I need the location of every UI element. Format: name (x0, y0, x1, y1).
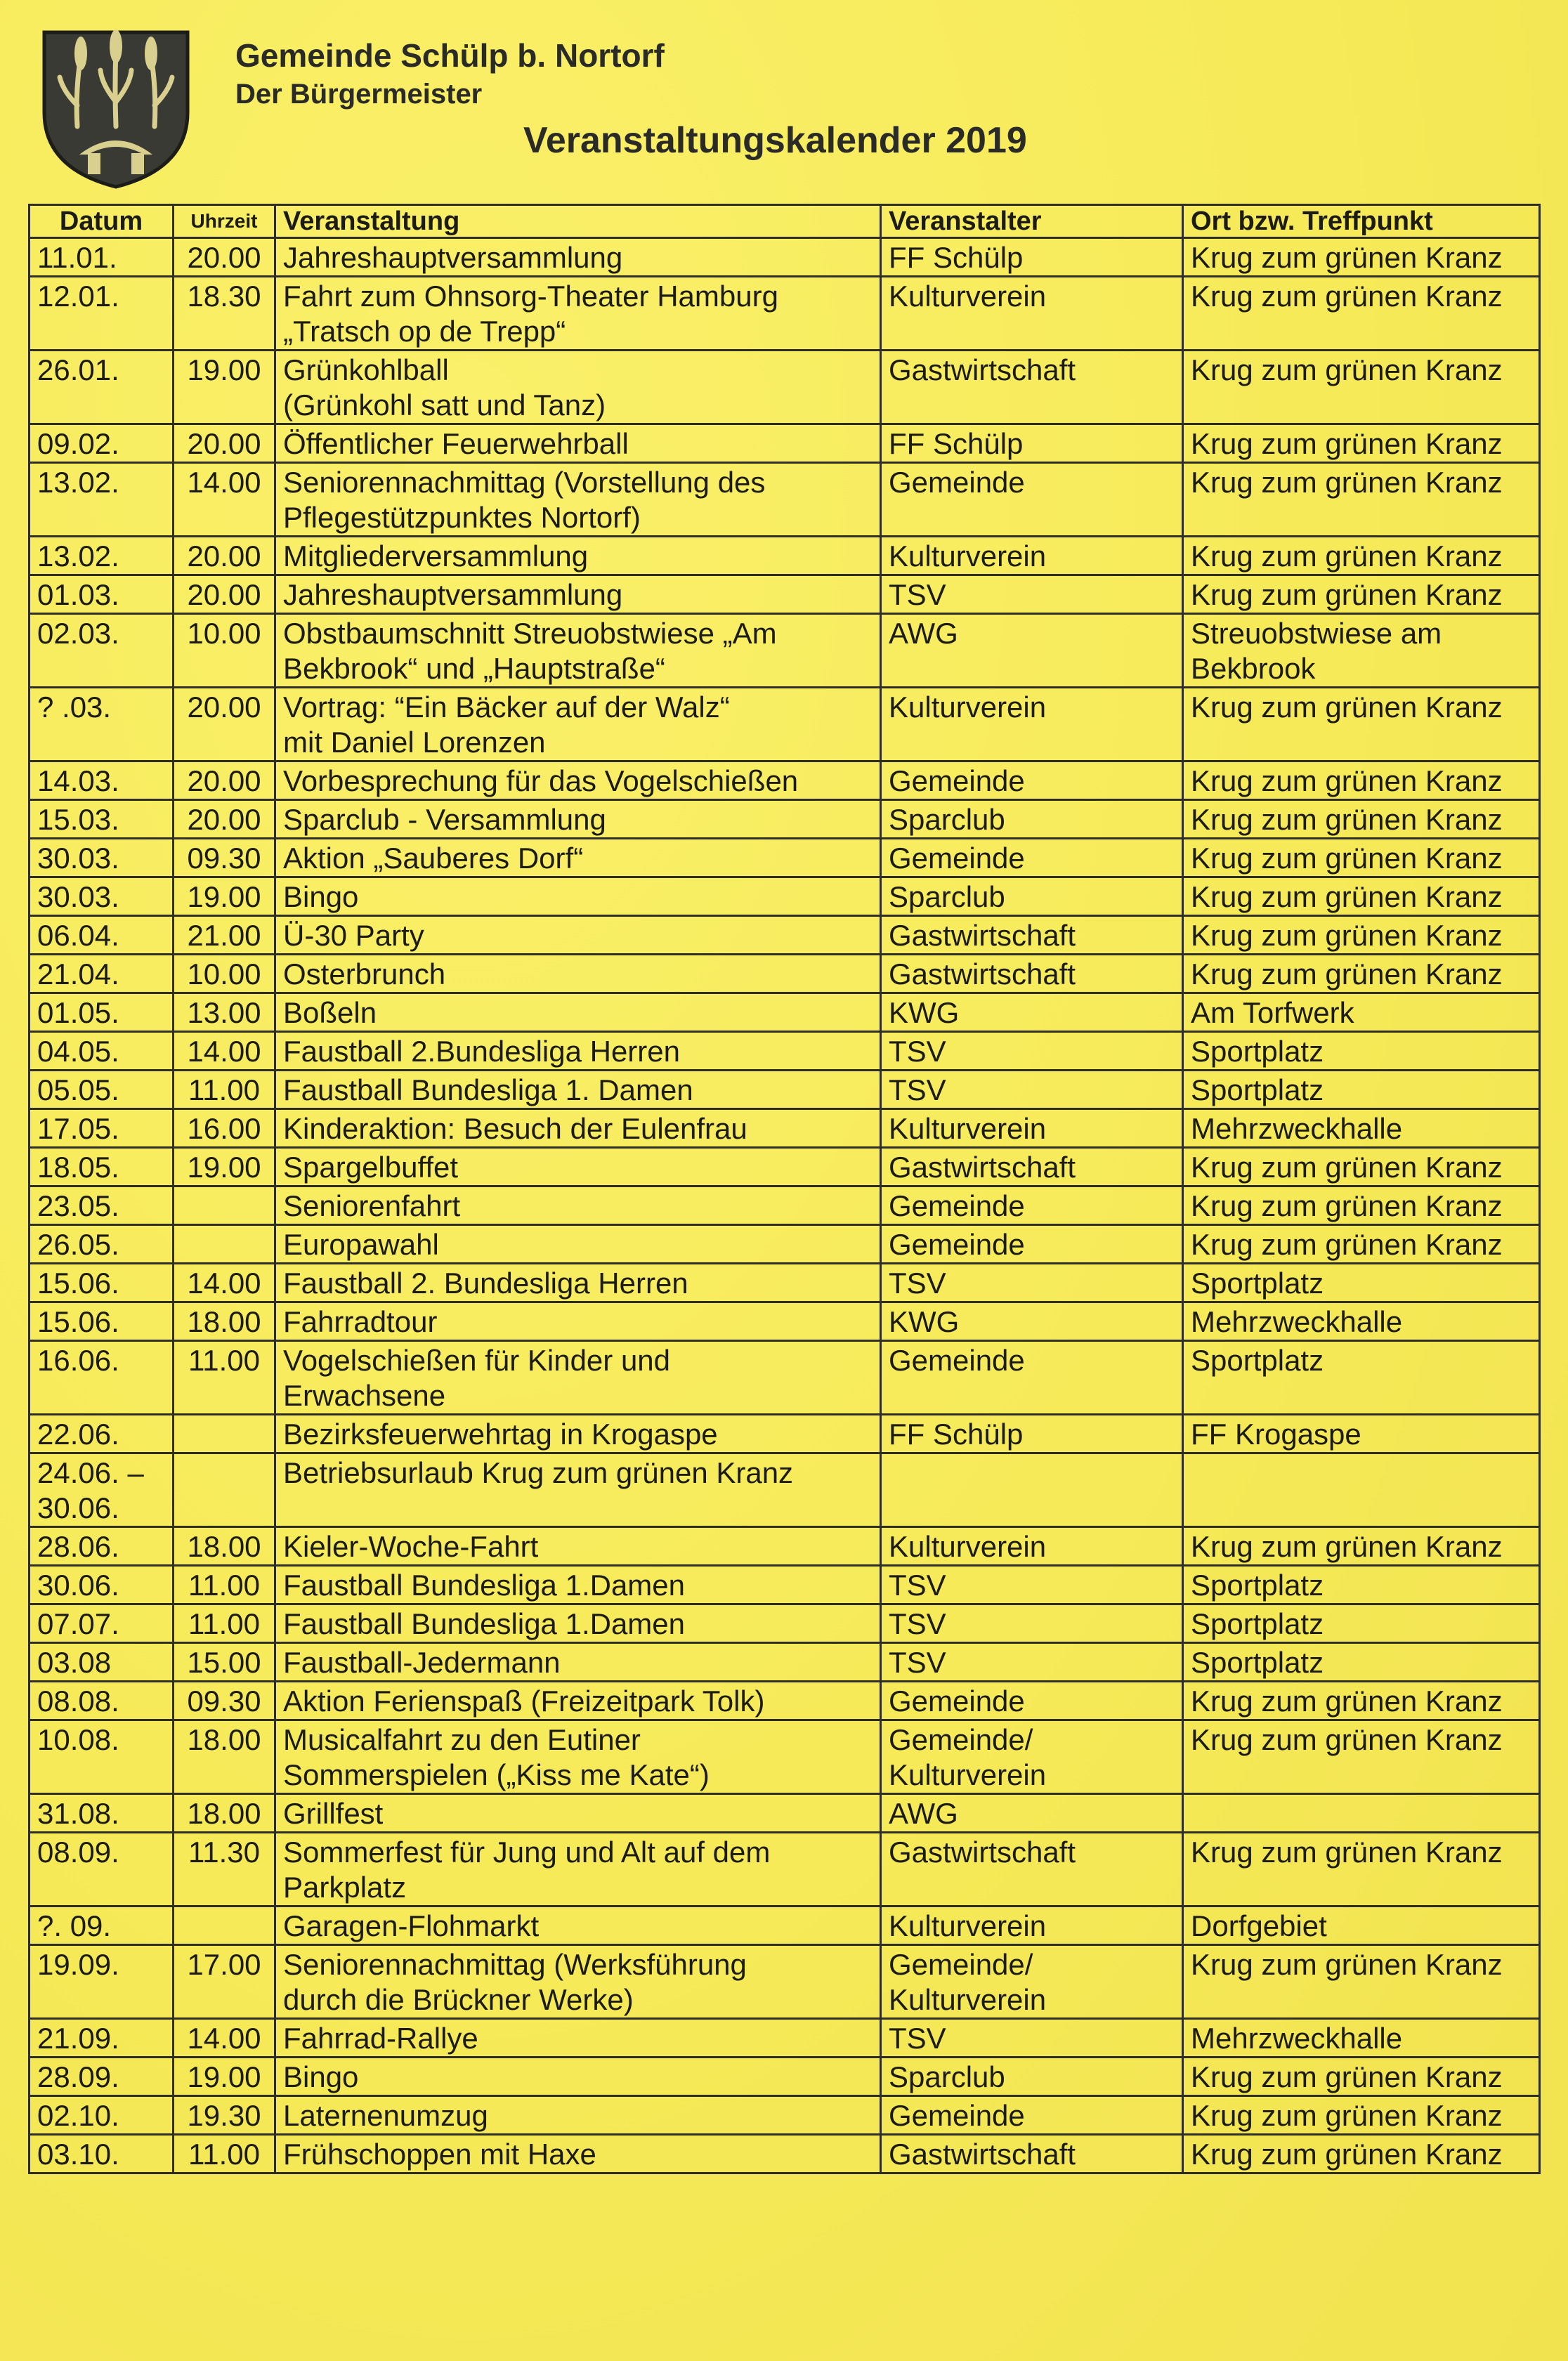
event-time-cell: 11.30 (174, 1833, 275, 1907)
event-name-cell: Öffentlicher Feuerwehrball (275, 424, 881, 463)
event-location-cell: Krug zum grünen Kranz (1183, 761, 1540, 800)
event-date-cell: 19.09. (30, 1945, 174, 2019)
table-row (30, 2019, 1540, 2058)
event-time-cell: 18.00 (174, 1527, 275, 1566)
event-name-cell: Faustball Bundesliga 1. Damen (275, 1071, 881, 1109)
table-row (30, 1453, 1540, 1527)
event-location-cell: Krug zum grünen Kranz (1183, 463, 1540, 537)
event-organizer-cell: Gemeinde (881, 1186, 1183, 1225)
event-name-cell: Aktion „Sauberes Dorf“ (275, 839, 881, 877)
event-time-cell: 20.00 (174, 688, 275, 761)
event-name-cell: Bezirksfeuerwehrtag in Krogaspe (275, 1415, 881, 1453)
event-time-cell (174, 1186, 275, 1225)
event-time-cell: 10.00 (174, 614, 275, 688)
event-time-cell: 14.00 (174, 463, 275, 537)
event-organizer-cell: TSV (881, 1566, 1183, 1604)
event-organizer-cell (881, 1453, 1183, 1527)
event-time-cell: 10.00 (174, 955, 275, 993)
column-header-event: Veranstaltung (275, 205, 881, 238)
event-organizer-cell: KWG (881, 1302, 1183, 1341)
event-date-cell: 13.02. (30, 463, 174, 537)
event-name-cell: Aktion Ferienspaß (Freizeitpark Tolk) (275, 1682, 881, 1720)
event-time-cell: 11.00 (174, 2135, 275, 2173)
table-row (30, 1225, 1540, 1264)
event-time-cell: 11.00 (174, 1604, 275, 1643)
table-row (30, 2135, 1540, 2173)
event-organizer-cell: FF Schülp (881, 238, 1183, 277)
event-organizer-cell: TSV (881, 575, 1183, 614)
event-time-cell: 19.00 (174, 351, 275, 424)
event-date-cell: 08.08. (30, 1682, 174, 1720)
event-date-cell: 05.05. (30, 1071, 174, 1109)
event-location-cell: Sportplatz (1183, 1341, 1540, 1415)
event-name-cell: Kinderaktion: Besuch der Eulenfrau (275, 1109, 881, 1148)
event-name-cell: Seniorenfahrt (275, 1186, 881, 1225)
event-date-cell: 10.08. (30, 1720, 174, 1794)
event-name-cell: Seniorennachmittag (Werksführung durch die Brückner Werke) (275, 1945, 881, 2019)
event-location-cell: Krug zum grünen Kranz (1183, 1682, 1540, 1720)
table-row (30, 614, 1540, 688)
table-row (30, 1682, 1540, 1720)
event-date-cell: ? .03. (30, 688, 174, 761)
event-time-cell (174, 1453, 275, 1527)
event-organizer-cell: Kulturverein (881, 1907, 1183, 1945)
table-row (30, 238, 1540, 277)
column-header-organizer: Veranstalter (881, 205, 1183, 238)
event-name-cell: Bingo (275, 877, 881, 916)
event-name-cell: Sparclub - Versammlung (275, 800, 881, 839)
event-organizer-cell: Gemeinde (881, 463, 1183, 537)
event-location-cell (1183, 1794, 1540, 1833)
event-name-cell: Mitgliederversammlung (275, 537, 881, 575)
event-location-cell: Mehrzweckhalle (1183, 1302, 1540, 1341)
event-location-cell: Krug zum grünen Kranz (1183, 277, 1540, 351)
event-time-cell (174, 1225, 275, 1264)
event-organizer-cell: Gemeinde (881, 1225, 1183, 1264)
event-organizer-cell: Gastwirtschaft (881, 916, 1183, 955)
event-time-cell: 20.00 (174, 575, 275, 614)
event-location-cell: Krug zum grünen Kranz (1183, 1148, 1540, 1186)
event-name-cell: Faustball 2.Bundesliga Herren (275, 1032, 881, 1071)
event-time-cell: 14.00 (174, 1264, 275, 1302)
event-location-cell: Krug zum grünen Kranz (1183, 1225, 1540, 1264)
event-organizer-cell: Sparclub (881, 877, 1183, 916)
event-date-cell: 12.01. (30, 277, 174, 351)
event-date-cell: 15.06. (30, 1302, 174, 1341)
event-organizer-cell: Sparclub (881, 800, 1183, 839)
event-name-cell: Kieler-Woche-Fahrt (275, 1527, 881, 1566)
table-row (30, 2096, 1540, 2135)
event-time-cell: 19.30 (174, 2096, 275, 2135)
event-location-cell: Krug zum grünen Kranz (1183, 800, 1540, 839)
event-organizer-cell: AWG (881, 614, 1183, 688)
event-time-cell: 20.00 (174, 800, 275, 839)
event-date-cell: 30.03. (30, 839, 174, 877)
event-date-cell: 22.06. (30, 1415, 174, 1453)
table-row (30, 1148, 1540, 1186)
table-row (30, 1264, 1540, 1302)
table-row (30, 575, 1540, 614)
event-date-cell: 31.08. (30, 1794, 174, 1833)
event-location-cell (1183, 1453, 1540, 1527)
event-organizer-cell: Gemeinde/ Kulturverein (881, 1945, 1183, 2019)
event-organizer-cell: Gastwirtschaft (881, 1148, 1183, 1186)
event-organizer-cell: Gastwirtschaft (881, 2135, 1183, 2173)
event-time-cell: 11.00 (174, 1341, 275, 1415)
event-date-cell: 15.06. (30, 1264, 174, 1302)
table-row (30, 1302, 1540, 1341)
event-date-cell: 07.07. (30, 1604, 174, 1643)
event-location-cell: Krug zum grünen Kranz (1183, 955, 1540, 993)
event-time-cell: 18.30 (174, 277, 275, 351)
event-name-cell: Jahreshauptversammlung (275, 238, 881, 277)
table-row (30, 1720, 1540, 1794)
event-calendar-table (28, 204, 1541, 2174)
table-row (30, 424, 1540, 463)
event-date-cell: 24.06. – 30.06. (30, 1453, 174, 1527)
event-name-cell: Garagen-Flohmarkt (275, 1907, 881, 1945)
table-row (30, 1071, 1540, 1109)
event-date-cell: 16.06. (30, 1341, 174, 1415)
event-date-cell: 21.04. (30, 955, 174, 993)
event-date-cell: 28.09. (30, 2058, 174, 2096)
event-location-cell: Am Torfwerk (1183, 993, 1540, 1032)
event-name-cell: Fahrt zum Ohnsorg-Theater Hamburg „Tratsch op de Trepp“ (275, 277, 881, 351)
event-location-cell: Krug zum grünen Kranz (1183, 1527, 1540, 1566)
event-location-cell: Streuobstwiese am Bekbrook (1183, 614, 1540, 688)
event-location-cell: Krug zum grünen Kranz (1183, 238, 1540, 277)
event-date-cell: 11.01. (30, 238, 174, 277)
table-row (30, 1833, 1540, 1907)
event-location-cell: Sportplatz (1183, 1071, 1540, 1109)
event-organizer-cell: Gemeinde (881, 839, 1183, 877)
event-time-cell: 18.00 (174, 1720, 275, 1794)
event-date-cell: 30.06. (30, 1566, 174, 1604)
event-time-cell: 20.00 (174, 424, 275, 463)
event-time-cell: 17.00 (174, 1945, 275, 2019)
event-organizer-cell: KWG (881, 993, 1183, 1032)
event-location-cell: Sportplatz (1183, 1264, 1540, 1302)
event-location-cell: Sportplatz (1183, 1032, 1540, 1071)
event-organizer-cell: Kulturverein (881, 277, 1183, 351)
event-time-cell: 11.00 (174, 1071, 275, 1109)
event-organizer-cell: Gemeinde (881, 1682, 1183, 1720)
table-row (30, 993, 1540, 1032)
event-location-cell: Mehrzweckhalle (1183, 2019, 1540, 2058)
municipality-name: Gemeinde Schülp b. Nortorf (235, 37, 665, 74)
event-time-cell: 20.00 (174, 238, 275, 277)
event-organizer-cell: Gastwirtschaft (881, 1833, 1183, 1907)
event-name-cell: Faustball 2. Bundesliga Herren (275, 1264, 881, 1302)
event-organizer-cell: FF Schülp (881, 424, 1183, 463)
table-row (30, 1032, 1540, 1071)
event-location-cell: Sportplatz (1183, 1604, 1540, 1643)
event-name-cell: Fahrrad-Rallye (275, 2019, 881, 2058)
event-name-cell: Faustball-Jedermann (275, 1643, 881, 1682)
event-date-cell: 01.05. (30, 993, 174, 1032)
event-organizer-cell: TSV (881, 1071, 1183, 1109)
event-name-cell: Jahreshauptversammlung (275, 575, 881, 614)
event-date-cell: 26.05. (30, 1225, 174, 1264)
table-row (30, 1907, 1540, 1945)
event-date-cell: ?. 09. (30, 1907, 174, 1945)
event-location-cell: Krug zum grünen Kranz (1183, 575, 1540, 614)
event-date-cell: 23.05. (30, 1186, 174, 1225)
table-row (30, 688, 1540, 761)
event-date-cell: 28.06. (30, 1527, 174, 1566)
event-date-cell: 02.03. (30, 614, 174, 688)
event-location-cell: Krug zum grünen Kranz (1183, 2096, 1540, 2135)
event-organizer-cell: FF Schülp (881, 1415, 1183, 1453)
event-organizer-cell: Gastwirtschaft (881, 351, 1183, 424)
event-organizer-cell: Gemeinde (881, 2096, 1183, 2135)
table-row (30, 2058, 1540, 2096)
office-title: Der Bürgermeister (235, 79, 483, 110)
table-row (30, 1415, 1540, 1453)
event-location-cell: Krug zum grünen Kranz (1183, 916, 1540, 955)
table-row (30, 800, 1540, 839)
event-organizer-cell: TSV (881, 1604, 1183, 1643)
event-time-cell: 19.00 (174, 1148, 275, 1186)
event-date-cell: 09.02. (30, 424, 174, 463)
event-location-cell: Krug zum grünen Kranz (1183, 1833, 1540, 1907)
event-organizer-cell: TSV (881, 1264, 1183, 1302)
event-organizer-cell: Kulturverein (881, 537, 1183, 575)
event-date-cell: 14.03. (30, 761, 174, 800)
event-time-cell: 18.00 (174, 1794, 275, 1833)
table-row (30, 1186, 1540, 1225)
event-organizer-cell: TSV (881, 2019, 1183, 2058)
table-row (30, 1643, 1540, 1682)
event-organizer-cell: TSV (881, 1643, 1183, 1682)
event-name-cell: Obstbaumschnitt Streuobstwiese „Am Bekbrook“ und „Hauptstraße“ (275, 614, 881, 688)
event-time-cell: 20.00 (174, 761, 275, 800)
event-time-cell: 14.00 (174, 2019, 275, 2058)
event-location-cell: Krug zum grünen Kranz (1183, 2135, 1540, 2173)
event-location-cell: FF Krogaspe (1183, 1415, 1540, 1453)
event-time-cell: 21.00 (174, 916, 275, 955)
coat-of-arms-icon (39, 28, 193, 190)
event-location-cell: Krug zum grünen Kranz (1183, 1186, 1540, 1225)
event-date-cell: 30.03. (30, 877, 174, 916)
event-date-cell: 04.05. (30, 1032, 174, 1071)
event-time-cell: 16.00 (174, 1109, 275, 1148)
event-date-cell: 08.09. (30, 1833, 174, 1907)
event-name-cell: Laternenumzug (275, 2096, 881, 2135)
event-organizer-cell: Sparclub (881, 2058, 1183, 2096)
event-location-cell: Krug zum grünen Kranz (1183, 2058, 1540, 2096)
event-name-cell: Vortrag: “Ein Bäcker auf der Walz“ mit Daniel Lorenzen (275, 688, 881, 761)
event-date-cell: 01.03. (30, 575, 174, 614)
event-location-cell: Krug zum grünen Kranz (1183, 1945, 1540, 2019)
event-organizer-cell: Gemeinde (881, 761, 1183, 800)
event-name-cell: Frühschoppen mit Haxe (275, 2135, 881, 2173)
event-time-cell: 15.00 (174, 1643, 275, 1682)
event-time-cell (174, 1907, 275, 1945)
event-name-cell: Grillfest (275, 1794, 881, 1833)
event-date-cell: 21.09. (30, 2019, 174, 2058)
event-date-cell: 03.08 (30, 1643, 174, 1682)
table-row (30, 463, 1540, 537)
table-row (30, 1794, 1540, 1833)
event-time-cell: 09.30 (174, 839, 275, 877)
event-date-cell: 15.03. (30, 800, 174, 839)
event-name-cell: Sommerfest für Jung und Alt auf dem Parkplatz (275, 1833, 881, 1907)
event-name-cell: Vorbesprechung für das Vogelschießen (275, 761, 881, 800)
event-organizer-cell: TSV (881, 1032, 1183, 1071)
column-header-time: Uhrzeit (174, 205, 275, 238)
event-date-cell: 17.05. (30, 1109, 174, 1148)
event-date-cell: 02.10. (30, 2096, 174, 2135)
table-row (30, 351, 1540, 424)
event-organizer-cell: Kulturverein (881, 1109, 1183, 1148)
table-row (30, 1109, 1540, 1148)
event-date-cell: 03.10. (30, 2135, 174, 2173)
table-row (30, 537, 1540, 575)
table-row (30, 1566, 1540, 1604)
event-time-cell: 13.00 (174, 993, 275, 1032)
table-row (30, 916, 1540, 955)
event-organizer-cell: Kulturverein (881, 1527, 1183, 1566)
table-header-row (30, 205, 1540, 238)
table-row (30, 839, 1540, 877)
event-location-cell: Krug zum grünen Kranz (1183, 877, 1540, 916)
event-name-cell: Faustball Bundesliga 1.Damen (275, 1566, 881, 1604)
event-location-cell: Sportplatz (1183, 1566, 1540, 1604)
event-organizer-cell: Kulturverein (881, 688, 1183, 761)
event-name-cell: Seniorennachmittag (Vorstellung des Pflegestützpunktes Nortorf) (275, 463, 881, 537)
event-time-cell: 11.00 (174, 1566, 275, 1604)
event-time-cell: 09.30 (174, 1682, 275, 1720)
event-date-cell: 18.05. (30, 1148, 174, 1186)
event-time-cell (174, 1415, 275, 1453)
event-name-cell: Boßeln (275, 993, 881, 1032)
table-row (30, 1604, 1540, 1643)
event-location-cell: Krug zum grünen Kranz (1183, 537, 1540, 575)
event-name-cell: Grünkohlball (Grünkohl satt und Tanz) (275, 351, 881, 424)
event-time-cell: 19.00 (174, 2058, 275, 2096)
event-date-cell: 26.01. (30, 351, 174, 424)
event-location-cell: Sportplatz (1183, 1643, 1540, 1682)
page-title: Veranstaltungskalender 2019 (523, 120, 1027, 161)
event-name-cell: Betriebsurlaub Krug zum grünen Kranz (275, 1453, 881, 1527)
event-name-cell: Spargelbuffet (275, 1148, 881, 1186)
event-organizer-cell: Gemeinde/ Kulturverein (881, 1720, 1183, 1794)
event-name-cell: Bingo (275, 2058, 881, 2096)
event-organizer-cell: Gemeinde (881, 1341, 1183, 1415)
event-name-cell: Ü-30 Party (275, 916, 881, 955)
event-date-cell: 13.02. (30, 537, 174, 575)
event-name-cell: Fahrradtour (275, 1302, 881, 1341)
event-name-cell: Vogelschießen für Kinder und Erwachsene (275, 1341, 881, 1415)
table-row (30, 761, 1540, 800)
event-organizer-cell: Gastwirtschaft (881, 955, 1183, 993)
event-name-cell: Osterbrunch (275, 955, 881, 993)
table-row (30, 277, 1540, 351)
table-row (30, 1945, 1540, 2019)
event-location-cell: Krug zum grünen Kranz (1183, 839, 1540, 877)
event-time-cell: 14.00 (174, 1032, 275, 1071)
event-location-cell: Krug zum grünen Kranz (1183, 1720, 1540, 1794)
table-row (30, 955, 1540, 993)
event-name-cell: Europawahl (275, 1225, 881, 1264)
event-time-cell: 19.00 (174, 877, 275, 916)
column-header-location: Ort bzw. Treffpunkt (1183, 205, 1540, 238)
event-time-cell: 18.00 (174, 1302, 275, 1341)
event-location-cell: Krug zum grünen Kranz (1183, 688, 1540, 761)
event-time-cell: 20.00 (174, 537, 275, 575)
table-row (30, 1527, 1540, 1566)
event-date-cell: 06.04. (30, 916, 174, 955)
event-location-cell: Mehrzweckhalle (1183, 1109, 1540, 1148)
event-name-cell: Faustball Bundesliga 1.Damen (275, 1604, 881, 1643)
event-location-cell: Dorfgebiet (1183, 1907, 1540, 1945)
table-row (30, 877, 1540, 916)
event-location-cell: Krug zum grünen Kranz (1183, 351, 1540, 424)
column-header-date: Datum (30, 205, 174, 238)
event-location-cell: Krug zum grünen Kranz (1183, 424, 1540, 463)
event-organizer-cell: AWG (881, 1794, 1183, 1833)
table-row (30, 1341, 1540, 1415)
event-name-cell: Musicalfahrt zu den Eutiner Sommerspielen („Kiss me Kate“) (275, 1720, 881, 1794)
